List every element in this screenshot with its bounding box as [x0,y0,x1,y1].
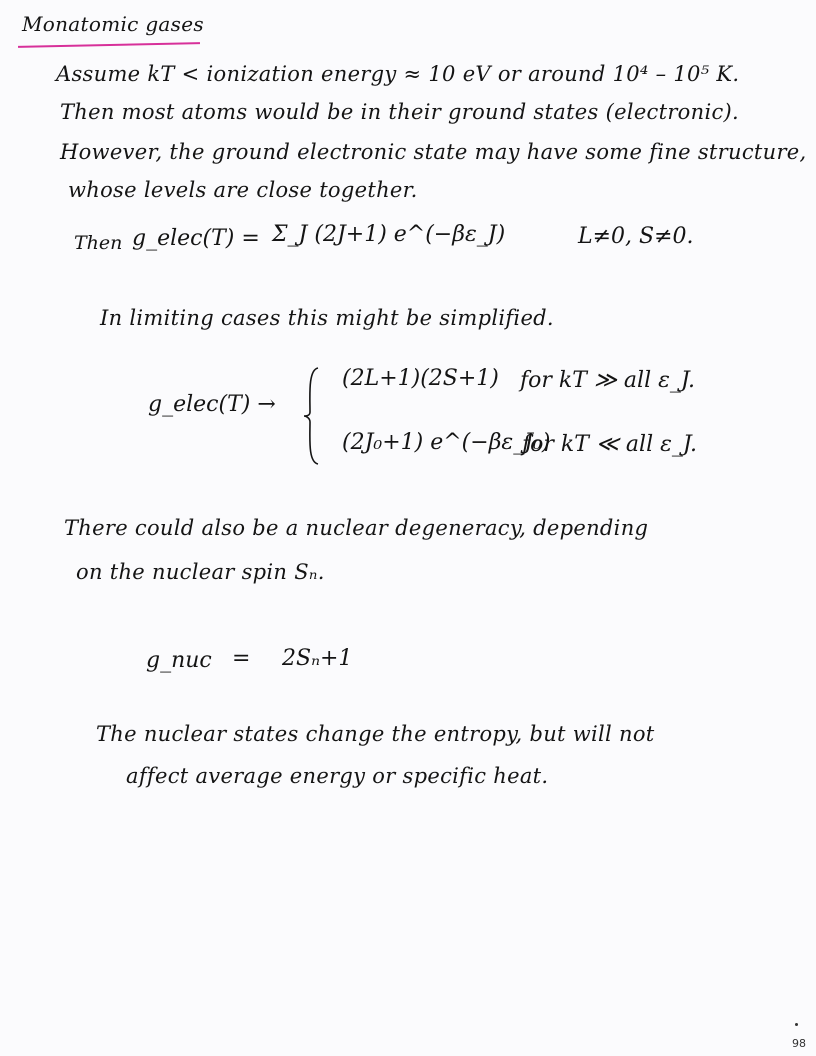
paragraph2-line1: There could also be a nuclear degeneracy, depending [64,516,649,540]
paragraph1-line1: Assume kT < ionization energy ≈ 10 eV or around 10⁴ – 10⁵ K. [56,62,740,86]
paragraph3-line1: The nuclear states change the entropy, but will not [96,722,655,746]
left-brace-icon [302,366,320,466]
page-number: 98 [792,1037,806,1050]
eq3-rhs: 2Sₙ+1 [282,646,353,671]
eq1-condition: L≠0, S≠0. [578,224,694,249]
eq2-lhs: g_elec(T) → [148,392,276,417]
title-underline [18,42,200,48]
paragraph1-line3: However, the ground electronic state may have some fine structure, [60,140,807,164]
eq1-prefix: Then [74,232,123,254]
eq3-lhs: g_nuc [146,648,212,673]
paragraph1-line2: Then most atoms would be in their ground states (electronic). [60,100,739,124]
paragraph2-line2: on the nuclear spin Sₙ. [76,560,325,584]
eq3-equals: = [232,646,251,671]
eq2-case2: (2J₀+1) e^(−βε_J₀) [342,430,551,455]
eq1-rhs: Σ_J (2J+1) e^(−βε_J) [272,222,506,247]
paragraph1-line4: whose levels are close together. [68,178,418,202]
paragraph3-line2: affect average energy or specific heat. [126,764,549,788]
eq2-case1-condition: for kT ≫ all ε_J. [520,368,696,393]
eq2-case1: (2L+1)(2S+1) [342,366,499,391]
page-title: Monatomic gases [22,12,204,36]
limiting-intro: In limiting cases this might be simplified. [100,306,554,330]
eq2-case2-condition: for kT ≪ all ε_J. [522,432,698,457]
ink-dot [795,1023,798,1026]
eq1-lhs: g_elec(T) = [132,226,260,251]
